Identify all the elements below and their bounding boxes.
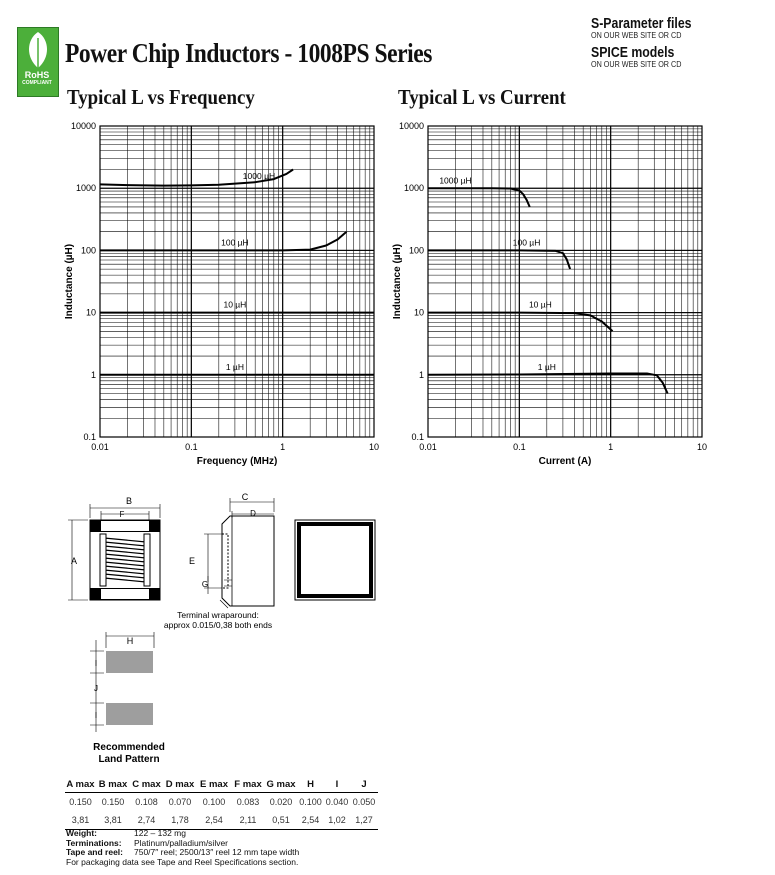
table-cell: 0.050 (352, 797, 376, 807)
x-tick-label: 10 (368, 442, 380, 452)
land-caption-line2: Land Pattern (98, 754, 160, 765)
y-axis-label: Inductance (µH) (64, 243, 75, 320)
leaf-icon (18, 28, 58, 73)
x-tick-label: 1 (608, 442, 614, 452)
dim-label-a: A (70, 556, 78, 566)
table-cell: 1,78 (163, 811, 197, 830)
x-tick-label: 1 (280, 442, 286, 452)
table-cell: 0.150 (101, 797, 125, 807)
rohs-label: RoHS COMPLIANT (22, 70, 52, 86)
dim-label-d: D (250, 509, 256, 518)
col-header: D max (163, 776, 197, 793)
promo-sparam-title: S-Parameter files (591, 15, 692, 32)
table-cell: 2,54 (297, 811, 324, 830)
land-caption-line1: Recommended (93, 742, 165, 753)
note-tape-reel: Tape and reel: 750/7″ reel; 2500/13″ reel 12 mm tape width (66, 847, 300, 857)
y-tick-label: 1 (418, 369, 424, 380)
y-axis-label: Inductance (µH) (392, 243, 403, 320)
dim-label-i-top: I (94, 659, 98, 668)
note-packaging: For packaging data see Tape and Reel Specifications section. (66, 856, 299, 867)
col-header: G max (265, 776, 297, 793)
y-tick-label: 0.1 (83, 432, 96, 442)
dim-label-b: B (125, 496, 133, 506)
dimension-table (65, 776, 378, 830)
col-header: F max (231, 776, 265, 793)
table-cell: 2,74 (130, 811, 163, 830)
table-row (65, 811, 378, 830)
col-header: A max (65, 776, 96, 793)
promo-spice-title: SPICE models (591, 44, 675, 61)
plot-frame (428, 126, 702, 437)
dim-label-g: G (201, 580, 209, 589)
table-row (65, 793, 378, 812)
y-tick-label: 1 (90, 369, 96, 380)
rohs-badge (17, 27, 59, 97)
col-header: H (297, 776, 324, 793)
side-view (189, 492, 274, 608)
y-tick-label: 10000 (70, 121, 96, 131)
table-cell: 0,51 (265, 811, 297, 830)
table-cell: 1,02 (324, 811, 350, 830)
dim-label-f: F (119, 510, 125, 519)
x-tick-label: 0.01 (91, 442, 109, 452)
col-header: B max (96, 776, 130, 793)
table-cell: 3,81 (96, 811, 130, 830)
table-header-row (65, 776, 378, 793)
series-label: 100 µH (221, 237, 249, 248)
series-label: 1 µH (225, 361, 244, 372)
col-header: E max (197, 776, 231, 793)
page-title: Power Chip Inductors - 1008PS Series (65, 38, 432, 68)
terminal-note-line2: approx 0.015/0,38 both ends (163, 620, 273, 630)
chart-l-vs-frequency (60, 112, 380, 477)
bottom-view (295, 520, 375, 600)
plot-frame (100, 126, 374, 437)
y-tick-label: 10000 (398, 121, 424, 131)
dim-label-i-bottom: I (94, 711, 98, 720)
table-cell: 0.100 (202, 797, 226, 807)
spec-notes (66, 829, 299, 867)
y-tick-label: 1000 (403, 183, 424, 194)
series-label: 1 µH (537, 361, 556, 372)
series-label: 10 µH (223, 299, 247, 310)
col-header: J (350, 776, 378, 793)
x-axis-label: Current (A) (538, 456, 592, 467)
table-cell: 0.108 (135, 797, 158, 807)
table-cell: 0.100 (299, 797, 322, 807)
chart-title-current: Typical L vs Current (398, 85, 566, 109)
chart-title-frequency: Typical L vs Frequency (67, 85, 255, 109)
x-axis-label: Frequency (MHz) (196, 456, 278, 467)
series-label: 10 µH (528, 299, 552, 310)
y-tick-label: 0.1 (411, 432, 424, 442)
table-cell: 0.070 (168, 797, 192, 807)
col-header: I (324, 776, 350, 793)
terminal-note-line1: Terminal wraparound: (177, 610, 259, 620)
table-cell: 0.083 (236, 797, 260, 807)
dim-label-j: J (94, 684, 98, 693)
dim-label-c: C (241, 492, 249, 502)
y-tick-label: 10 (85, 307, 96, 318)
note-terminations: Terminations: Platinum/palladium/silver (66, 837, 229, 848)
table-cell: 1,27 (350, 811, 378, 830)
series-label: 100 µH (512, 237, 541, 248)
series-label: 1000 µH (242, 171, 276, 182)
dim-label-h: H (126, 636, 134, 646)
table-cell: 2,11 (231, 811, 265, 830)
promo-sparam-sub: ON OUR WEB SITE OR CD (591, 31, 682, 40)
col-header: C max (130, 776, 163, 793)
table-cell: 0.150 (69, 797, 92, 807)
x-tick-label: 0.1 (513, 442, 526, 452)
y-tick-label: 10 (413, 307, 424, 318)
table-cell: 3,81 (65, 811, 96, 830)
series-label: 1000 µH (439, 175, 472, 186)
grid (100, 126, 374, 437)
chart-l-vs-current (388, 112, 708, 477)
table-cell: 0.020 (269, 797, 293, 807)
table-cell: 0.040 (325, 797, 349, 807)
x-tick-label: 0.01 (419, 442, 437, 452)
y-tick-label: 1000 (75, 183, 96, 194)
note-weight: Weight: 122 – 132 mg (66, 828, 186, 838)
top-view (68, 496, 160, 600)
dimension-drawing (60, 490, 390, 770)
table-cell: 2,54 (197, 811, 231, 830)
grid (428, 126, 702, 437)
y-tick-label: 100 (80, 245, 96, 256)
x-tick-label: 0.1 (185, 442, 198, 452)
x-tick-label: 10 (696, 442, 708, 452)
series-line (428, 374, 668, 394)
dim-label-e: E (188, 556, 196, 566)
promo-spice-sub: ON OUR WEB SITE OR CD (591, 60, 682, 69)
land-pattern (90, 632, 165, 765)
y-tick-label: 100 (408, 245, 424, 256)
